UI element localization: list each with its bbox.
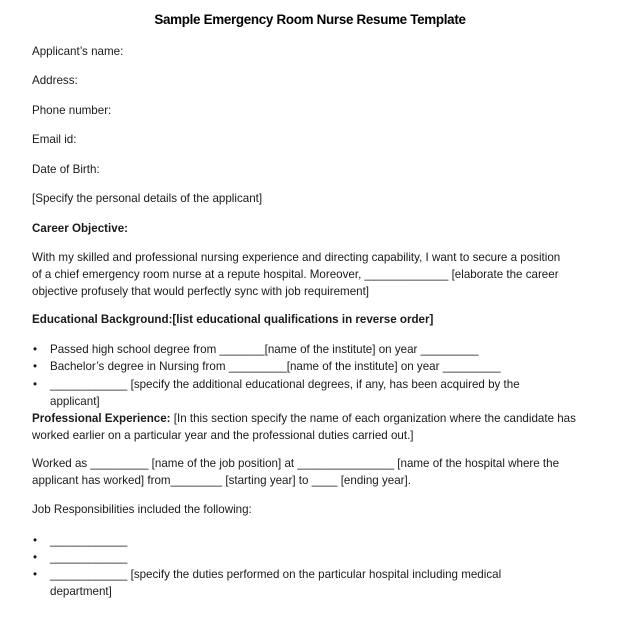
responsibility-list-item: [28, 549, 598, 566]
education-list-item: [28, 376, 598, 410]
job-responsibilities-heading: Job Responsibilities included the following:: [32, 503, 252, 516]
personal-details-note: [Specify the personal details of the applicant]: [32, 192, 263, 205]
worked-as-line: applicant has worked] from________ [starting year] to ____ [ending year].: [32, 474, 411, 487]
career-objective-line: of a chief emergency room nurse at a repute hospital. Moreover, _____________ [elaborate the career: [32, 268, 559, 281]
responsibility-list-item: [28, 566, 598, 600]
career-objective-paragraph: [32, 249, 597, 300]
education-item-text: Bachelor’s degree in Nursing from _________[name of the institute] on year _________: [50, 360, 501, 373]
education-item-text-continued: applicant]: [50, 395, 100, 408]
bullet-icon: •: [32, 568, 38, 581]
career-objective-line: objective profusely that would perfectly sync with job requirement]: [32, 285, 370, 298]
bullet-icon: •: [32, 534, 38, 547]
worked-as-paragraph: [32, 455, 597, 489]
professional-experience-note: [In this section specify the name of each organization where the candidate has: [170, 412, 576, 425]
professional-experience-paragraph: [32, 410, 597, 444]
field-phone-number: Phone number:: [32, 104, 112, 117]
professional-experience-heading: Professional Experience:: [32, 412, 171, 425]
field-address: Address:: [32, 74, 78, 87]
document-title: Sample Emergency Room Nurse Resume Template: [154, 12, 466, 27]
responsibility-item-text: ____________: [50, 551, 128, 564]
education-item-text: Passed high school degree from _______[name of the institute] on year _________: [50, 343, 479, 356]
bullet-icon: •: [32, 378, 38, 391]
field-applicant-name: Applicant’s name:: [32, 45, 124, 58]
education-item-text: ____________ [specify the additional educational degrees, if any, has been acquired by the: [50, 378, 520, 391]
professional-experience-note-line: worked earlier on a particular year and the professional duties carried out.]: [32, 429, 414, 442]
bullet-icon: •: [32, 360, 38, 373]
career-objective-line: With my skilled and professional nursing experience and directing capability, I want to secure a position: [32, 251, 561, 264]
career-objective-heading: Career Objective:: [32, 222, 129, 235]
education-heading: Educational Background:[list educational qualifications in reverse order]: [32, 313, 434, 326]
responsibility-item-text: ____________ [specify the duties performed on the particular hospital including medical: [50, 568, 502, 581]
responsibility-item-text: ____________: [50, 534, 128, 547]
field-email-id: Email id:: [32, 133, 77, 146]
responsibility-item-text-continued: department]: [50, 585, 112, 598]
responsibility-list-item: [28, 532, 598, 549]
education-list-item: [28, 341, 598, 358]
worked-as-line: Worked as _________ [name of the job position] at _______________ [name of the hospital where the: [32, 457, 560, 470]
bullet-icon: •: [32, 343, 38, 356]
bullet-icon: •: [32, 551, 38, 564]
education-list-item: [28, 358, 598, 375]
field-date-of-birth: Date of Birth:: [32, 163, 100, 176]
